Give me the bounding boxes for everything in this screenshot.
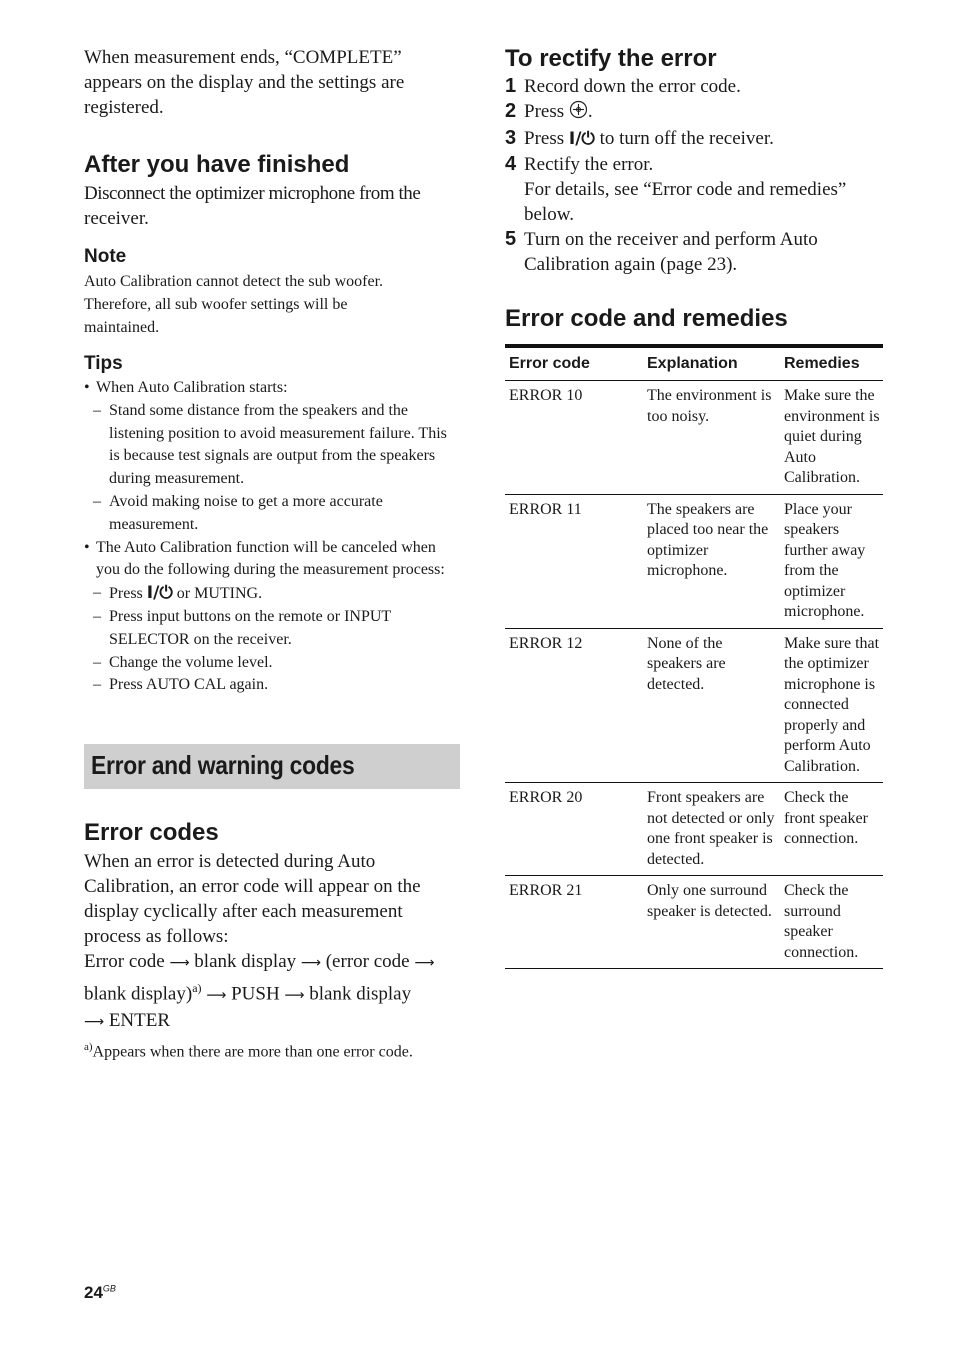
seq-item: Error code (84, 951, 165, 972)
error-code-cell: ERROR 21 (505, 876, 643, 969)
step-text-post: . (587, 101, 593, 122)
remedy-cell: Make sure that the optimizer microphone is connected properly and perform Auto Calibration. (780, 628, 883, 783)
dash-mark: – (93, 676, 101, 694)
bullet-mark: • (84, 538, 90, 556)
step-item (505, 126, 883, 152)
arrow-icon: ⟶ (206, 987, 227, 1004)
column-header: Error code (505, 346, 643, 381)
tip-dash-item (84, 491, 460, 537)
footnote-ref: a) (192, 981, 202, 995)
dash-mark: – (93, 653, 101, 671)
seq-item: (error code (325, 951, 410, 972)
section-title: Error and warning codes (91, 750, 355, 780)
step-sub: For details, see “Error code and remedies” below. (524, 179, 847, 225)
tip-text: When Auto Calibration starts: (96, 379, 288, 396)
arrow-icon: ⟶ (169, 955, 190, 971)
tips-heading: Tips (84, 353, 123, 374)
step-text: Record down the error code. (524, 76, 741, 97)
table-row (505, 628, 883, 783)
column-header: Remedies (780, 346, 883, 381)
enter-button-icon (569, 100, 588, 126)
table-row (505, 494, 883, 628)
step-text (524, 152, 883, 227)
table-row (505, 381, 883, 495)
tip-text: Stand some distance from the speakers and the listening position to avoid measurement failure. This is because test signals are output from the speakers during measurement. (109, 401, 447, 488)
dash-mark: – (93, 492, 101, 510)
footnote-mark: a) (84, 1041, 93, 1053)
error-codes-heading: Error codes (84, 819, 219, 846)
table-row (505, 783, 883, 876)
rectify-steps (505, 74, 883, 277)
footnote-text: Appears when there are more than one error code. (92, 1043, 413, 1061)
step-item (505, 74, 883, 99)
rectify-heading: To rectify the error (505, 45, 717, 72)
note-line: maintained. (84, 318, 160, 336)
after-finished-text (84, 181, 462, 231)
seq-item: blank display) (84, 983, 193, 1005)
seq-item: blank display (309, 983, 412, 1005)
step-number: 2 (505, 100, 517, 122)
arrow-icon: ⟶ (414, 955, 435, 971)
tip-text: The Auto Calibration function will be canceled when you do the following during the measurement process: (96, 538, 445, 579)
footnote (84, 1036, 462, 1064)
table-header-row (505, 346, 883, 381)
dash-mark: – (93, 607, 101, 625)
page-number-value: 24 (84, 1283, 103, 1302)
step-item (505, 152, 883, 227)
error-code-cell: ERROR 20 (505, 783, 643, 876)
error-code-cell: ERROR 12 (505, 628, 643, 783)
explanation-cell: None of the speakers are detected. (643, 628, 780, 783)
step-text-pre: Press (524, 101, 569, 122)
step-number: 4 (505, 153, 517, 175)
step-main: Rectify the error. (524, 154, 654, 175)
table-row (505, 876, 883, 969)
error-remedies-table (505, 344, 883, 969)
arrow-icon: ⟶ (300, 955, 321, 971)
seq-item: ENTER (108, 1010, 171, 1032)
tip-text-pre: Press (109, 585, 147, 603)
explanation-cell: Only one surround speaker is detected. (643, 876, 780, 969)
explanation-cell: Front speakers are not detected or only one front speaker is detected. (643, 783, 780, 876)
intro-line: When measurement ends, “COMPLETE” (84, 47, 402, 68)
tip-dash-item (84, 606, 460, 652)
tip-bullet (84, 377, 460, 400)
after-finished-heading: After you have finished (84, 151, 350, 178)
tip-text: Press AUTO CAL again. (109, 676, 269, 694)
bullet-mark: • (84, 379, 90, 396)
power-icon: I/⏻ (568, 129, 595, 149)
page-suffix: GB (102, 1283, 116, 1294)
tips-list (84, 377, 460, 697)
tip-dash-item (84, 674, 460, 697)
step-text: Turn on the receiver and perform Auto Calibration again (page 23). (524, 229, 818, 275)
after-finished-line: receiver. (84, 208, 149, 229)
dash-mark: – (93, 401, 101, 419)
dash-mark: – (93, 584, 101, 602)
error-sequence (84, 949, 462, 1035)
tip-dash-item (84, 582, 460, 606)
tip-dash-item (84, 652, 460, 675)
power-icon: I/⏻ (146, 583, 173, 604)
note-line: Therefore, all sub woofer settings will be (84, 295, 348, 313)
after-finished-line: Disconnect the optimizer microphone from the (84, 183, 421, 204)
tip-bullet (84, 537, 460, 583)
note-heading: Note (84, 246, 127, 267)
note-text (84, 271, 462, 339)
column-header: Explanation (643, 346, 780, 381)
intro-paragraph (84, 45, 462, 120)
seq-item: blank display (194, 951, 297, 972)
remedies-heading: Error code and remedies (505, 305, 788, 332)
remedy-cell: Check the surround speaker connection. (780, 876, 883, 969)
step-item (505, 227, 883, 277)
step-item (505, 99, 883, 126)
remedy-cell: Make sure the environment is quiet during Auto Calibration. (780, 381, 883, 495)
page-number (84, 1283, 116, 1303)
tip-text (109, 582, 262, 606)
step-text-post: to turn off the receiver. (594, 128, 774, 149)
step-number: 1 (505, 75, 517, 97)
intro-line: registered. (84, 97, 164, 118)
section-title-bar (84, 744, 460, 789)
error-code-cell: ERROR 10 (505, 381, 643, 495)
step-number: 3 (505, 127, 517, 149)
note-line: Auto Calibration cannot detect the sub woofer. (84, 273, 384, 290)
intro-line: appears on the display and the settings are (84, 72, 405, 93)
error-code-cell: ERROR 11 (505, 494, 643, 628)
tip-text: Change the volume level. (109, 653, 273, 671)
remedy-cell: Check the front speaker connection. (780, 783, 883, 876)
tip-text: Avoid making noise to get a more accurate measurement. (109, 492, 383, 533)
arrow-icon: ⟶ (84, 1014, 105, 1031)
explanation-cell: The speakers are placed too near the optimizer microphone. (643, 494, 780, 628)
step-text-pre: Press (524, 128, 569, 149)
seq-item: PUSH (231, 983, 280, 1005)
arrow-icon: ⟶ (284, 987, 305, 1004)
remedy-cell: Place your speakers further away from the optimizer microphone. (780, 494, 883, 628)
tip-dash-item (84, 400, 460, 491)
step-text (524, 126, 774, 152)
explanation-cell: The environment is too noisy. (643, 381, 780, 495)
tip-text-post: or MUTING. (172, 585, 263, 603)
error-codes-text: When an error is detected during Auto Calibration, an error code will appear on the display cyclically after each measurement process as follows: (84, 851, 421, 947)
step-text (524, 99, 593, 126)
tip-text: Press input buttons on the remote or INPUT SELECTOR on the receiver. (109, 607, 391, 648)
step-number: 5 (505, 228, 517, 250)
